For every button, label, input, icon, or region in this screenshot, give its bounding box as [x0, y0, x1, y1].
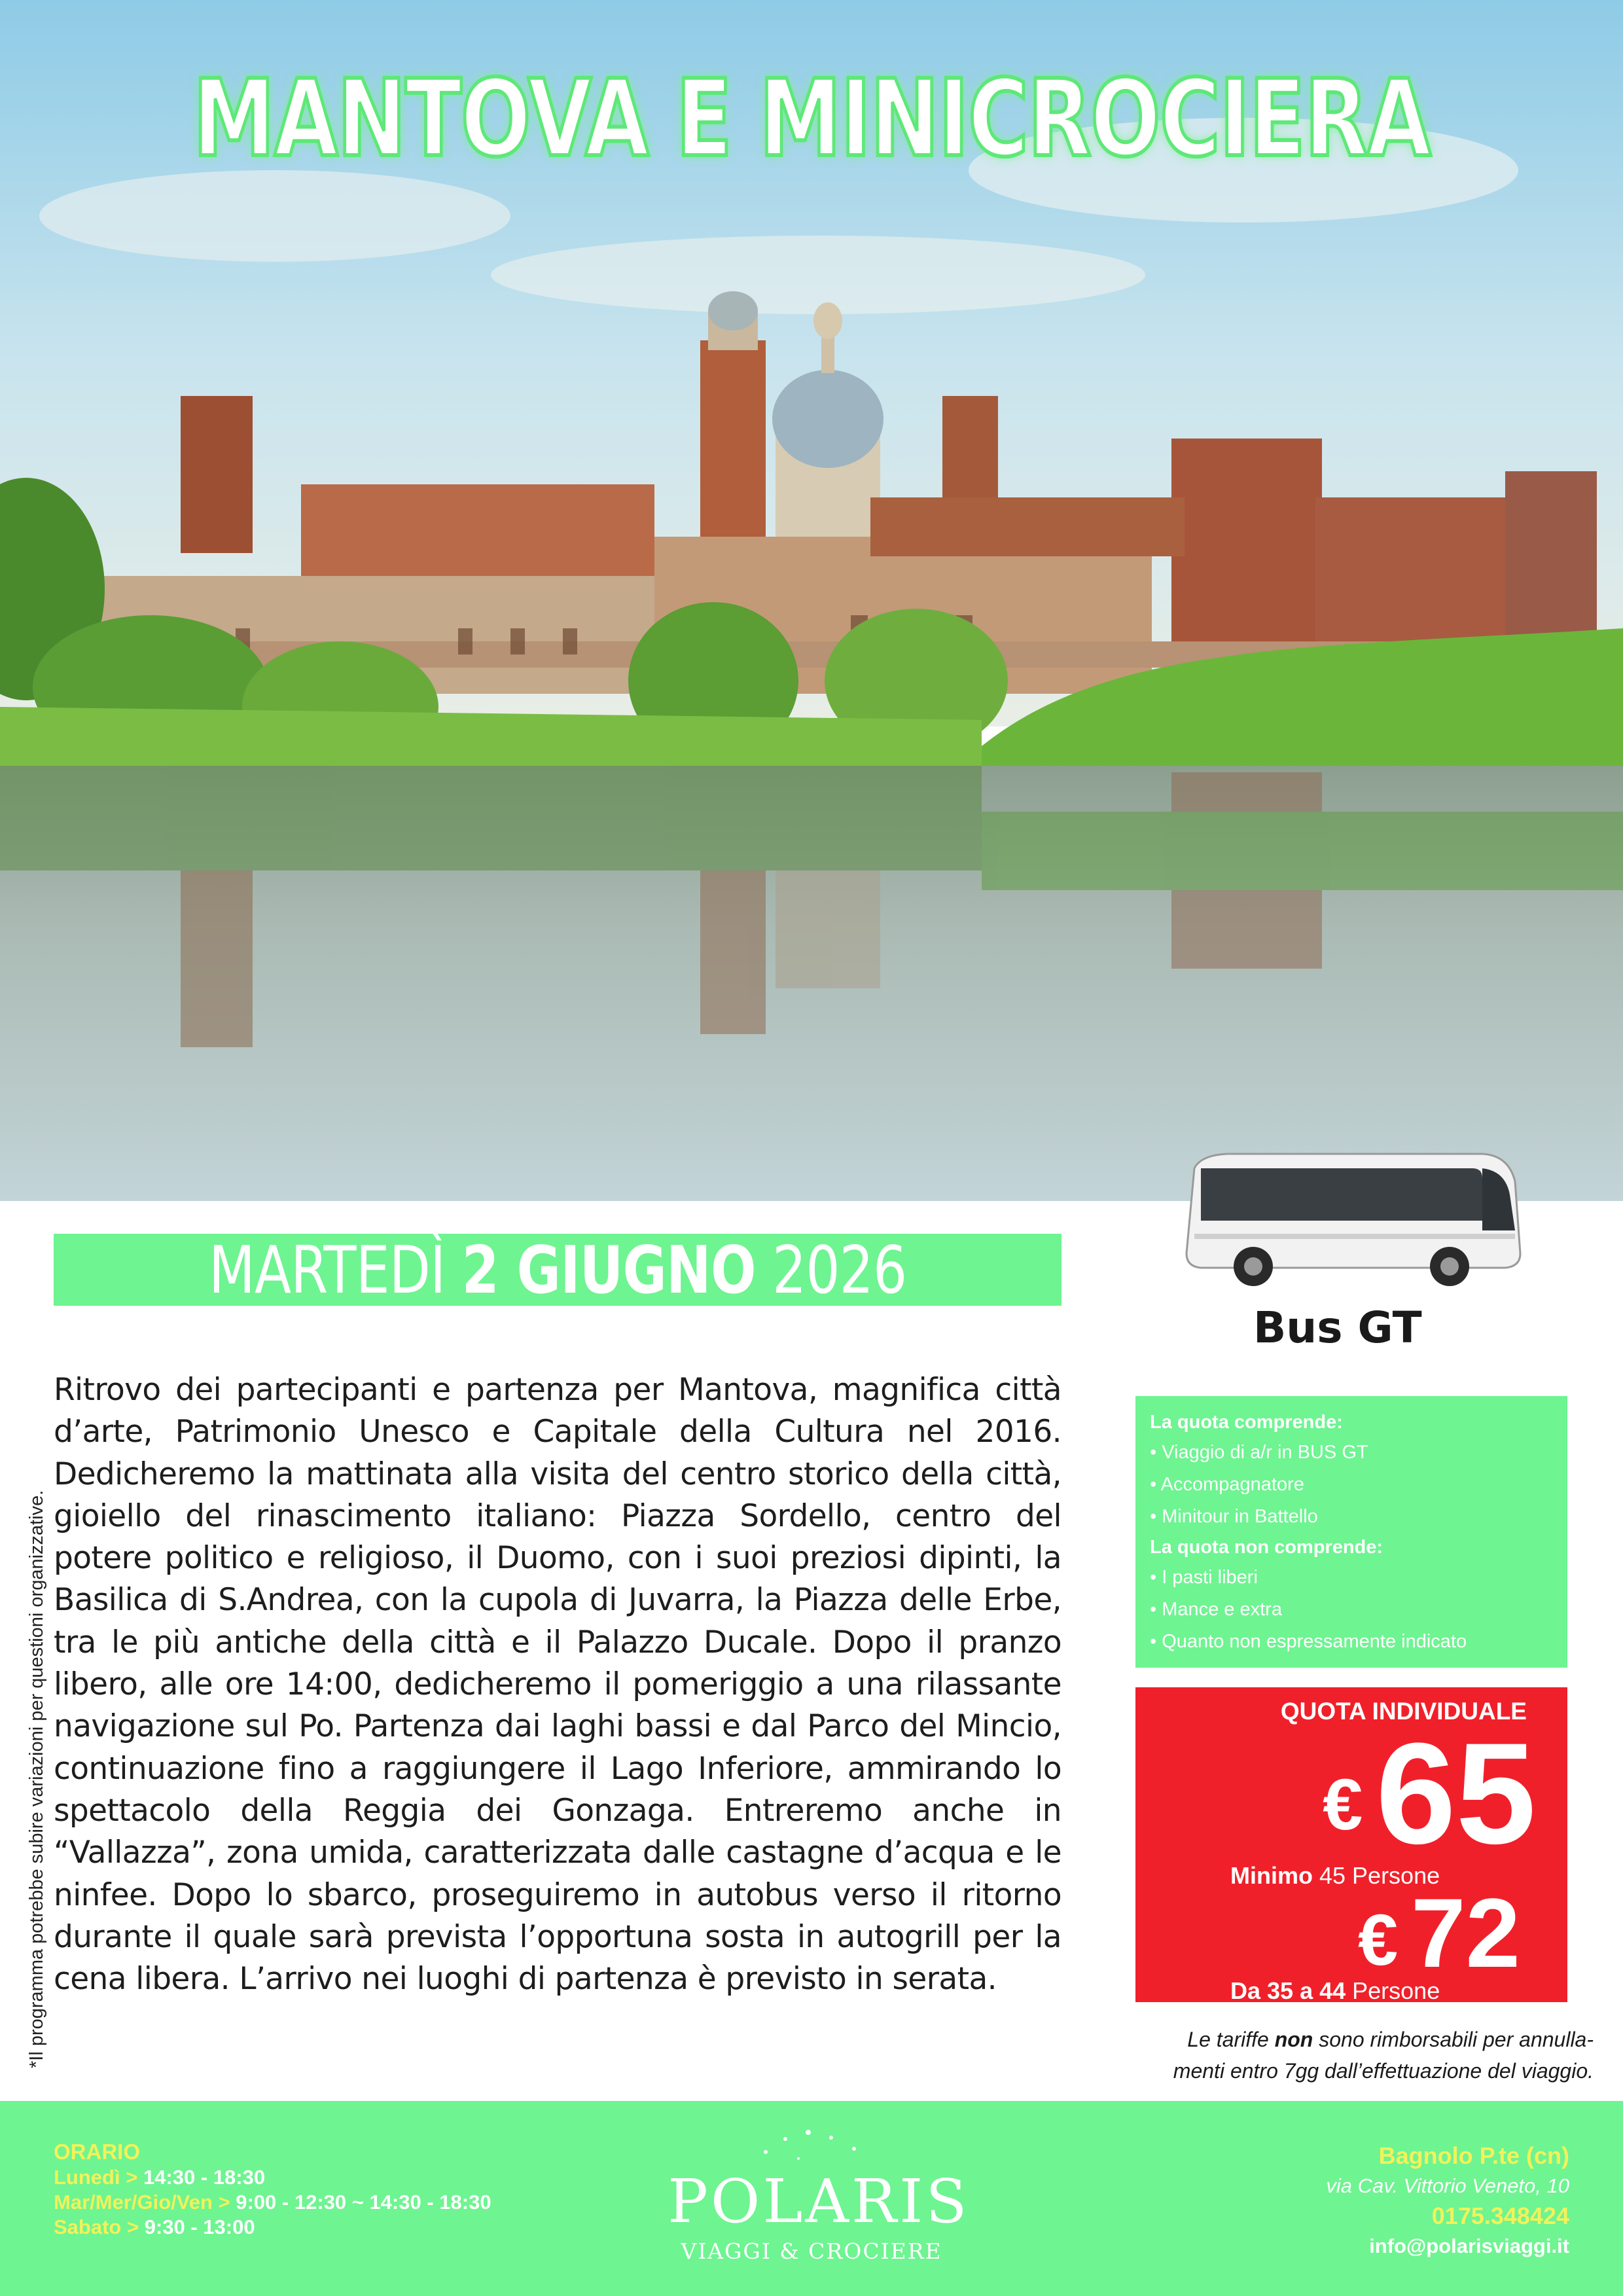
logo-subtitle: VIAGGI & CROCIERE	[681, 2238, 942, 2264]
contact-address: via Cav. Vittorio Veneto, 10	[1326, 2174, 1569, 2197]
bus-label: Bus GT	[1253, 1302, 1422, 1353]
hours-days: Mar/Mer/Gio/Ven >	[54, 2191, 230, 2214]
price-condition-2	[1230, 1977, 1440, 2005]
hours-row	[54, 2165, 491, 2190]
excludes-item: • Quanto non espressamente indicato	[1150, 1631, 1467, 1652]
hours-times: 9:00 - 12:30 ~ 14:30 - 18:30	[230, 2191, 491, 2214]
currency-symbol: €	[1357, 1900, 1399, 1981]
opening-hours	[54, 2139, 491, 2240]
logo-name: POLARIS	[668, 2166, 970, 2236]
hours-times: 14:30 - 18:30	[137, 2166, 266, 2189]
includes-item: • Minitour in Battello	[1150, 1506, 1318, 1527]
bus-icon	[1175, 1142, 1528, 1293]
date-banner	[54, 1231, 1061, 1308]
excludes-item: • Mance e extra	[1150, 1599, 1282, 1620]
includes-header: La quota comprende:	[1150, 1412, 1343, 1433]
contact-phone[interactable]: 0175.348424	[1431, 2202, 1569, 2229]
currency-symbol: €	[1323, 1764, 1363, 1845]
price-condition-rest: 45 Persone	[1312, 1862, 1440, 1889]
contact-email[interactable]: info@polarisviaggi.it	[1369, 2234, 1569, 2257]
date-year: 2026	[772, 1231, 907, 1308]
refund-bold: non	[1274, 2028, 1313, 2051]
hours-row	[54, 2215, 491, 2240]
refund-note	[1109, 2024, 1594, 2087]
price-secondary	[1357, 1878, 1520, 1990]
price-box	[1135, 1687, 1567, 2002]
price-value-2: 72	[1411, 1878, 1520, 1988]
contact-town: Bagnolo P.te (cn)	[1378, 2142, 1569, 2169]
program-disclaimer: *Il programma potrebbe subire variazioni per questioni organizzative.	[26, 1490, 47, 2068]
contact-info	[1326, 2140, 1569, 2261]
refund-post: sono rimborsabili per annulla-	[1313, 2028, 1594, 2051]
refund-line2: menti entro 7gg dall’effettuazione del viaggio.	[1173, 2059, 1594, 2083]
date-day-month: 2 GIUGNO	[461, 1231, 756, 1308]
polaris-logo	[668, 2119, 970, 2283]
price-condition-2-bold: Da 35 a 44	[1230, 1977, 1346, 2004]
price-condition-bold: Minimo	[1230, 1862, 1313, 1889]
price-label: QUOTA INDIVIDUALE	[1280, 1698, 1527, 1725]
price-value: 65	[1376, 1713, 1536, 1874]
price-condition-2-rest: Persone	[1346, 1977, 1440, 2004]
hours-title: ORARIO	[54, 2140, 140, 2164]
price-main	[1323, 1713, 1536, 1877]
hours-days: Lunedì >	[54, 2166, 138, 2189]
hours-days: Sabato >	[54, 2215, 139, 2238]
trip-description: Ritrovo dei partecipanti e partenza per Mantova, magnifica città d’arte, Patrimonio Unesco e Capitale della Cultura nel 2016. Dedicheremo la mattinata alla visita del centro storico della città, gioiello del rinascimento italiano: Piazza Sordello, centro del potere politico e religioso, il Duomo, con i suoi preziosi dipinti, la Basilica di S.Andrea, con la cupola di Juvarra, la Piazza delle Erbe, tra le più antiche della città e il Palazzo Ducale. Dopo il pranzo libero, alle ore 14:00, dedicheremo il pomeriggio a una rilassante navigazione sul Po. Partenza dai laghi bassi e dal Parco del Mincio, continuazione fino a raggiungere il Lago Inferiore, ammirando lo spettacolo della Reggia dei Gonzaga. Entreremo anche in “Vallazza”, zona umida, caratterizzata dalle castagne d’acqua e le ninfee. Dopo lo sbarco, proseguiremo in autobus verso il ritorno durante il quale sarà prevista l’opportuna sosta in autogrill per la cena libera. L’arrivo nei luoghi di partenza è previsto in serata.	[54, 1372, 1061, 1998]
date-text	[209, 1232, 906, 1308]
stars-icon	[668, 2119, 955, 2172]
page-title: MANTOVA E MINICROCIERA	[192, 58, 1431, 181]
includes-box	[1135, 1396, 1567, 1668]
excludes-item: • I pasti liberi	[1150, 1567, 1258, 1588]
includes-item: • Viaggio di a/r in BUS GT	[1150, 1442, 1368, 1463]
includes-item: • Accompagnatore	[1150, 1474, 1304, 1495]
hours-row	[54, 2190, 491, 2215]
refund-pre: Le tariffe	[1187, 2028, 1275, 2051]
date-weekday: MARTEDÌ	[208, 1231, 446, 1308]
hours-times: 9:30 - 13:00	[139, 2215, 255, 2238]
excludes-header: La quota non comprende:	[1150, 1537, 1383, 1558]
